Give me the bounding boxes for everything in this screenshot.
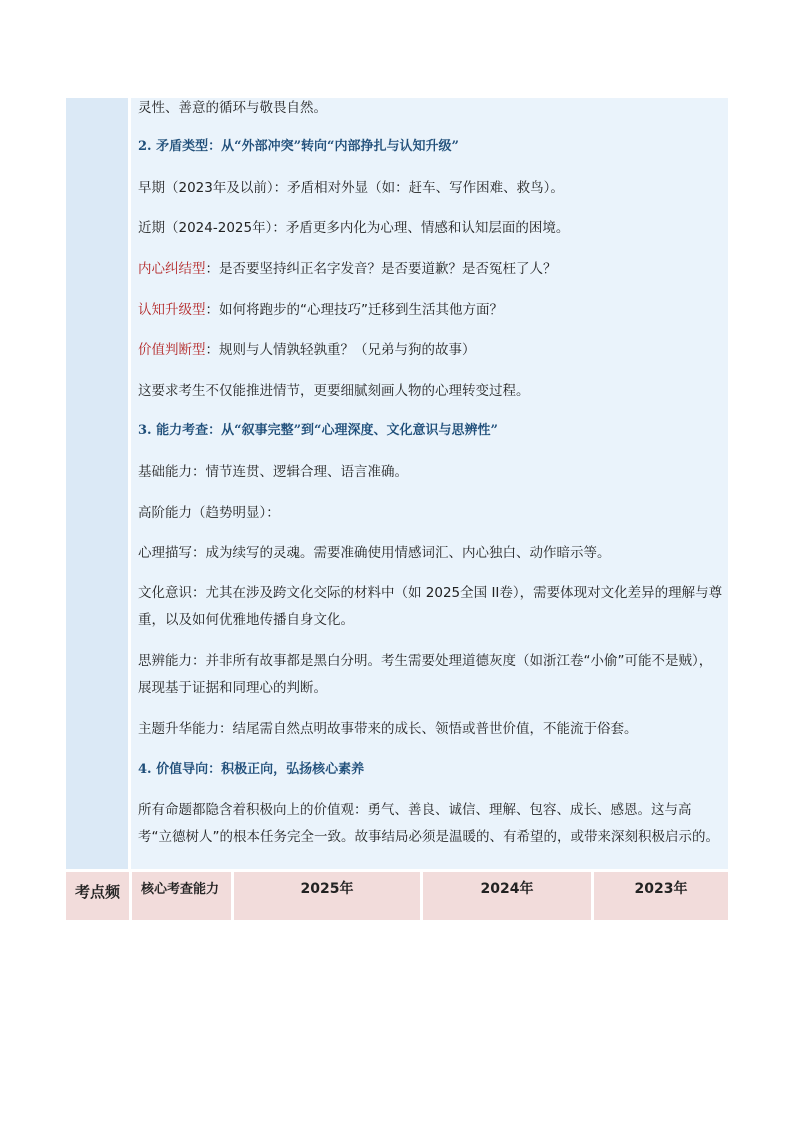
header-core-ability: 核心考查能力 [132,872,231,920]
paragraph-summary: 这要求考生不仅能推进情节，更要细腻刻画人物的心理转变过程。 [138,383,530,399]
paragraph-advanced-ability: 高阶能力（趋势明显）： [138,505,280,521]
header-2025: 2025年 [234,872,420,920]
paragraph-theme: 主题升华能力：结尾需自然点明故事带来的成长、领悟或普世价值，不能流于俗套。 [138,721,638,737]
paragraph-early: 早期（2023年及以前）：矛盾相对外显（如：赶车、写作困难、救鸟）。 [138,180,564,196]
type-label: 价值判断型 [138,342,206,358]
heading-conflict-type: 2. 矛盾类型：从“外部冲突”转向“内部挣扎与认知升级” [138,139,460,154]
paragraph-recent: 近期（2024-2025年）：矛盾更多内化为心理、情感和认知层面的困境。 [138,220,570,236]
header-2024: 2024年 [423,872,591,920]
paragraph-culture: 文化意识：尤其在涉及跨文化交际的材料中（如 2025全国 II卷），需要体现对文化差异的理解与尊重，以及如何优雅地传播自身文化。 [138,585,723,628]
paragraph-nature: 灵性、善意的循环与敬畏自然。 [138,100,327,116]
header-2023: 2023年 [594,872,728,920]
left-label-column [66,98,128,869]
type-value-judgement [138,341,476,359]
paragraph-critical-thinking: 思辨能力：并非所有故事都是黑白分明。考生需要处理道德灰度（如浙江卷“小偷”可能不是贼），展现基于证据和同理心的判断。 [138,653,713,696]
paragraph-values: 所有命题都隐含着积极向上的价值观：勇气、善良、诚信、理解、包容、成长、感恩。这与高考“立德树人”的根本任务完全一致。故事结局必须是温暖的、有希望的，或带来深刻积极启示的。 [138,802,719,845]
paragraph-basic-ability: 基础能力：情节连贯、逻辑合理、语言准确。 [138,464,408,480]
paragraph-psychology: 心理描写：成为续写的灵魂。需要准确使用情感词汇、内心独白、动作暗示等。 [138,545,611,561]
content-cell [131,98,728,869]
heading-values: 4. 价值导向：积极正向，弘扬核心素养 [138,762,365,777]
type-text: ：是否要坚持纠正名字发音？是否要道歉？是否冤枉了人？ [205,261,557,277]
type-text: ：如何将跑步的“心理技巧”迁移到生活其他方面？ [205,302,503,318]
heading-ability: 3. 能力考查：从“叙事完整”到“心理深度、文化意识与思辨性” [138,423,499,438]
type-inner-struggle [138,260,557,278]
table-label: 考点频 [66,872,129,920]
type-label: 内心纠结型 [138,261,206,277]
type-text: ：规则与人情孰轻孰重？（兄弟与狗的故事） [205,342,476,358]
type-label: 认知升级型 [138,302,206,318]
type-cognitive-upgrade [138,301,503,319]
frequency-table-header [66,872,728,921]
